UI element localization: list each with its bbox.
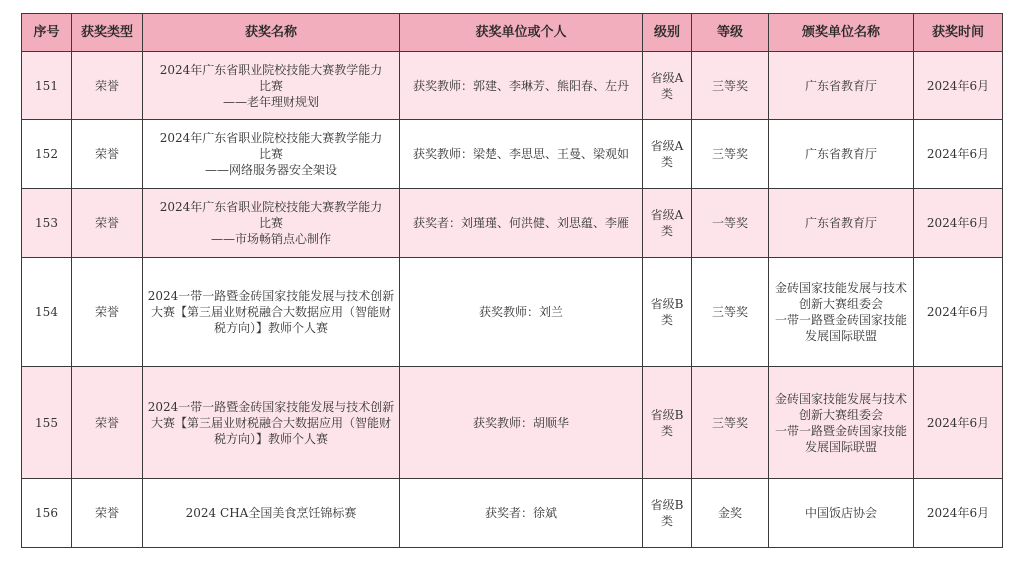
cell-award-name: 2024一带一路暨金砖国家技能发展与技术创新大赛【第三届业财税融合大数据应用（智能财税方向）】教师个人赛 <box>143 367 400 479</box>
header-issuer: 颁奖单位名称 <box>769 14 914 52</box>
cell-grade: 一等奖 <box>692 189 769 258</box>
cell-type: 荣誉 <box>72 258 143 367</box>
awards-table <box>21 13 1003 548</box>
cell-time: 2024年6月 <box>914 189 1003 258</box>
cell-seq: 151 <box>22 52 72 120</box>
cell-issuer: 金砖国家技能发展与技术 创新大赛组委会 一带一路暨金砖国家技能 发展国际联盟 <box>769 367 914 479</box>
cell-level: 省级B类 <box>643 367 692 479</box>
cell-seq: 156 <box>22 479 72 548</box>
cell-seq: 152 <box>22 120 72 189</box>
cell-winner: 获奖者：徐斌 <box>400 479 643 548</box>
cell-grade: 三等奖 <box>692 120 769 189</box>
header-winner: 获奖单位或个人 <box>400 14 643 52</box>
cell-winner: 获奖者：刘瑾瑾、何洪健、刘思蕴、李雁 <box>400 189 643 258</box>
cell-seq: 153 <box>22 189 72 258</box>
cell-type: 荣誉 <box>72 189 143 258</box>
cell-winner: 获奖教师：梁楚、李思思、王曼、梁观如 <box>400 120 643 189</box>
cell-grade: 三等奖 <box>692 52 769 120</box>
cell-type: 荣誉 <box>72 367 143 479</box>
header-type: 获奖类型 <box>72 14 143 52</box>
cell-level: 省级A类 <box>643 120 692 189</box>
cell-issuer: 中国饭店协会 <box>769 479 914 548</box>
cell-type: 荣誉 <box>72 52 143 120</box>
cell-issuer: 广东省教育厅 <box>769 120 914 189</box>
cell-winner: 获奖教师：刘兰 <box>400 258 643 367</box>
cell-time: 2024年6月 <box>914 479 1003 548</box>
header-name: 获奖名称 <box>143 14 400 52</box>
header-row <box>22 14 1003 52</box>
cell-type: 荣誉 <box>72 479 143 548</box>
cell-award-name: 2024 CHA全国美食烹饪锦标赛 <box>143 479 400 548</box>
cell-time: 2024年6月 <box>914 258 1003 367</box>
header-time: 获奖时间 <box>914 14 1003 52</box>
table-row <box>22 367 1003 479</box>
table-row <box>22 479 1003 548</box>
cell-time: 2024年6月 <box>914 367 1003 479</box>
cell-issuer: 广东省教育厅 <box>769 52 914 120</box>
table-row <box>22 52 1003 120</box>
cell-level: 省级B类 <box>643 258 692 367</box>
cell-issuer: 金砖国家技能发展与技术 创新大赛组委会 一带一路暨金砖国家技能 发展国际联盟 <box>769 258 914 367</box>
cell-time: 2024年6月 <box>914 52 1003 120</box>
table-row <box>22 120 1003 189</box>
cell-grade: 金奖 <box>692 479 769 548</box>
table-row <box>22 258 1003 367</box>
cell-award-name: 2024年广东省职业院校技能大赛教学能力 比赛 ——市场畅销点心制作 <box>143 189 400 258</box>
header-level: 级别 <box>643 14 692 52</box>
header-seq: 序号 <box>22 14 72 52</box>
cell-level: 省级A类 <box>643 189 692 258</box>
cell-seq: 154 <box>22 258 72 367</box>
cell-level: 省级B类 <box>643 479 692 548</box>
header-grade: 等级 <box>692 14 769 52</box>
cell-type: 荣誉 <box>72 120 143 189</box>
cell-award-name: 2024年广东省职业院校技能大赛教学能力 比赛 ——老年理财规划 <box>143 52 400 120</box>
cell-winner: 获奖教师：胡顺华 <box>400 367 643 479</box>
cell-award-name: 2024一带一路暨金砖国家技能发展与技术创新大赛【第三届业财税融合大数据应用（智能财税方向）】教师个人赛 <box>143 258 400 367</box>
cell-issuer: 广东省教育厅 <box>769 189 914 258</box>
cell-winner: 获奖教师：郭建、李琳芳、熊阳春、左丹 <box>400 52 643 120</box>
cell-grade: 三等奖 <box>692 258 769 367</box>
cell-level: 省级A类 <box>643 52 692 120</box>
cell-award-name: 2024年广东省职业院校技能大赛教学能力 比赛 ——网络服务器安全架设 <box>143 120 400 189</box>
cell-time: 2024年6月 <box>914 120 1003 189</box>
table-row <box>22 189 1003 258</box>
cell-grade: 三等奖 <box>692 367 769 479</box>
cell-seq: 155 <box>22 367 72 479</box>
